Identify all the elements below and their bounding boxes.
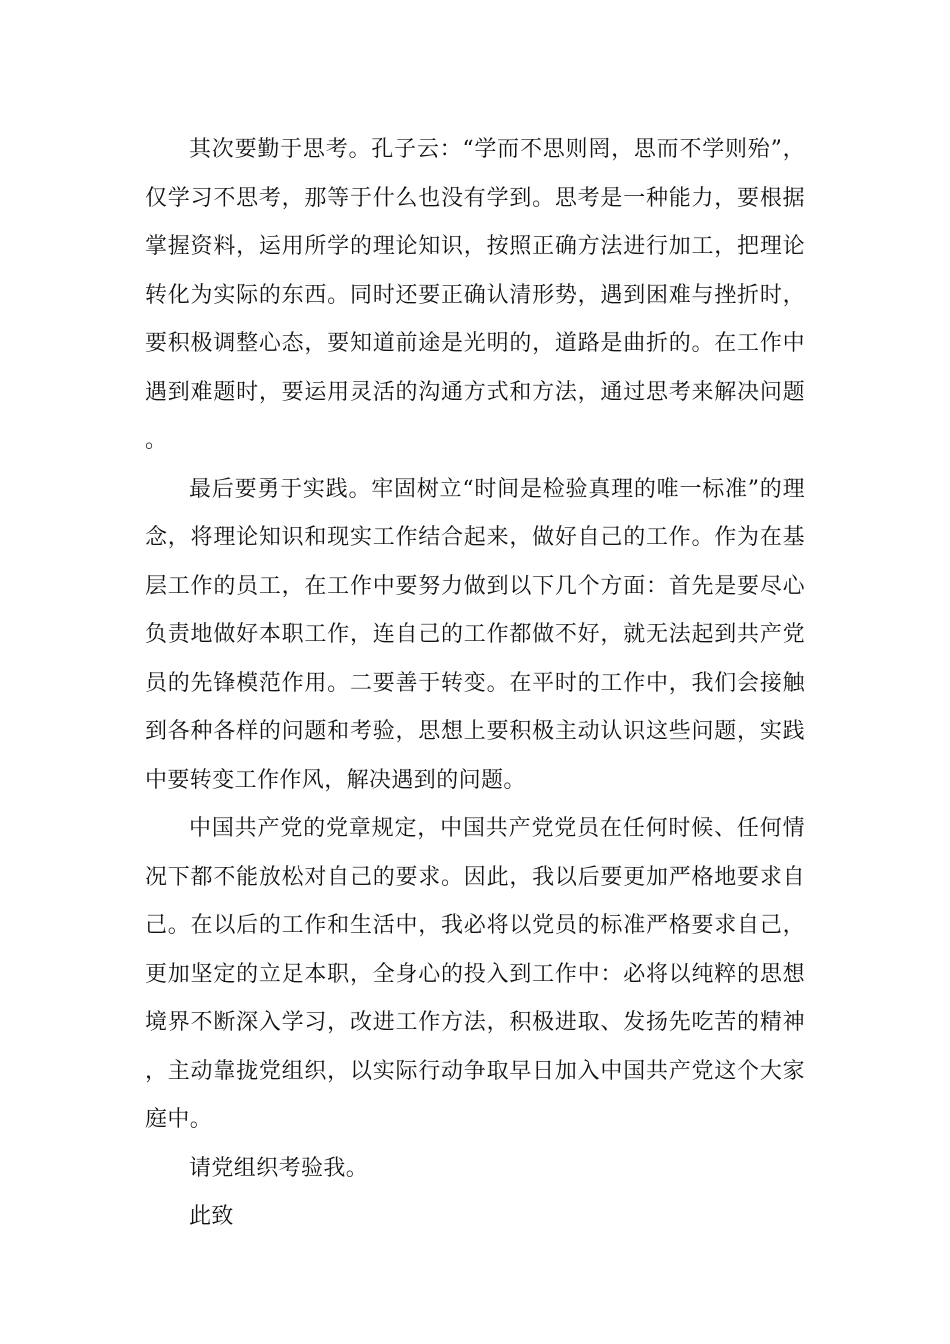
paragraph-diligent-thinking: 其次要勤于思考。孔子云：“学而不思则罔，思而不学则殆”，仅学习不思考，那等于什么也没有学到。思考是一种能力，要根据掌握资料，运用所学的理论知识，按照正确方法进行加工，把理论转化为实际的东西。同时还要正确认清形势，遇到困难与挫折时，要积极调整心态，要知道前途是光明的，道路是曲折的。在工作中遇到难题时，要运用灵活的沟通方式和方法，通过思考来解决问题。 (145, 137, 805, 453)
paragraph-party-constitution: 中国共产党的党章规定，中国共产党党员在任何时候、任何情况下都不能放松对自己的要求。因此，我以后要更加严格地要求自己。在以后的工作和生活中，我必将以党员的标准严格要求自己，更加坚定的立足本职，全身心的投入到工作中：必将以纯粹的思想境界不断深入学习，改进工作方法，积极进取、发扬先吃苦的精神，主动靠拢党组织，以实际行动争取早日加入中国共产党这个大家庭中。 (145, 816, 805, 1132)
paragraph-salutation: 此致 (189, 1204, 234, 1229)
paragraph-practice: 最后要勇于实践。牢固树立“时间是检验真理的唯一标准”的理念，将理论知识和现实工作结合起来，做好自己的工作。作为在基层工作的员工，在工作中要努力做到以下几个方面：首先是要尽心负责地做好本职工作，连自己的工作都做不好，就无法起到共产党员的先锋模范作用。二要善于转变。在平时的工作中，我们会接触到各种各样的问题和考验，思想上要积极主动认识这些问题，实践中要转变工作作风，解决遇到的问题。 (145, 476, 805, 793)
document-body (145, 126, 805, 1242)
paragraph-request-examination: 请党组织考验我。 (189, 1155, 369, 1181)
